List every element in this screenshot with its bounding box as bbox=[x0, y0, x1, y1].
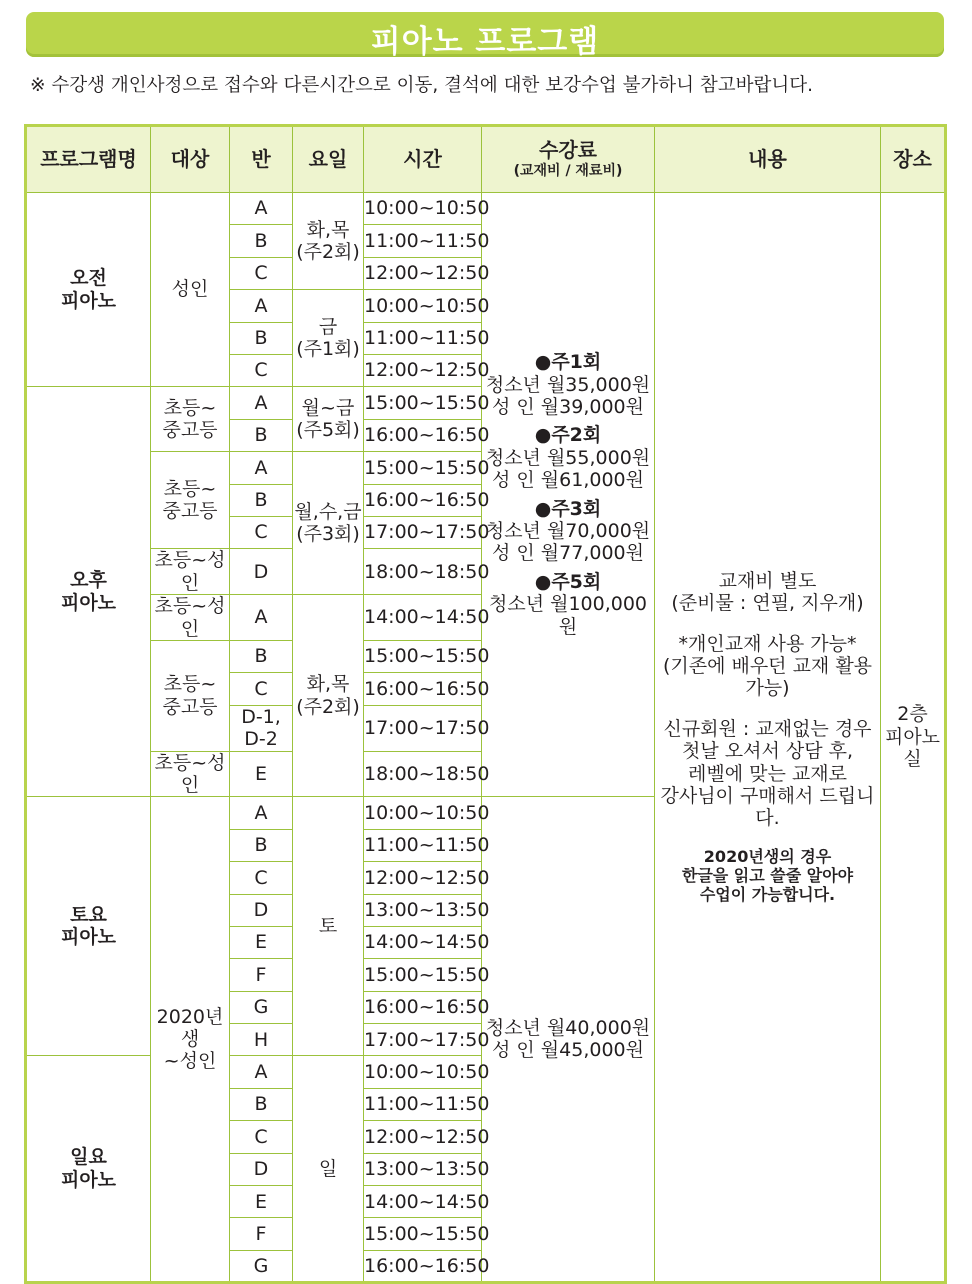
time-cell: 11:00~11:50 bbox=[364, 829, 482, 861]
time-cell: 18:00~18:50 bbox=[364, 549, 482, 595]
time-cell: 17:00~17:50 bbox=[364, 516, 482, 548]
class-cell: G bbox=[230, 991, 293, 1023]
class-cell: C bbox=[230, 673, 293, 705]
class-cell: B bbox=[230, 322, 293, 354]
page-title: 피아노 프로그램 bbox=[370, 24, 600, 60]
class-cell: D bbox=[230, 894, 293, 926]
class-cell: E bbox=[230, 926, 293, 958]
time-cell: 15:00~15:50 bbox=[364, 1218, 482, 1250]
program-sunday: 일요 피아노 bbox=[26, 1056, 151, 1283]
time-cell: 13:00~13:50 bbox=[364, 894, 482, 926]
time-cell: 11:00~11:50 bbox=[364, 322, 482, 354]
class-cell: A bbox=[230, 1056, 293, 1088]
content-material: 교재비 별도 (준비물 : 연필, 지우개) bbox=[671, 569, 864, 615]
day-tue-thu: 화,목 (주2회) bbox=[293, 193, 364, 290]
class-cell: B bbox=[230, 225, 293, 257]
class-cell: B bbox=[230, 1088, 293, 1120]
day-tue-thu: 화,목 (주2회) bbox=[293, 595, 364, 797]
time-cell: 12:00~12:50 bbox=[364, 257, 482, 289]
class-cell: C bbox=[230, 354, 293, 386]
class-cell: C bbox=[230, 1121, 293, 1153]
header-content: 내용 bbox=[655, 126, 881, 193]
time-cell: 15:00~15:50 bbox=[364, 640, 482, 672]
time-cell: 16:00~16:50 bbox=[364, 991, 482, 1023]
class-cell: F bbox=[230, 959, 293, 991]
fee-week3-label: ●주3회 bbox=[534, 497, 602, 520]
time-cell: 15:00~15:50 bbox=[364, 387, 482, 419]
class-cell: D-1, D-2 bbox=[230, 705, 293, 751]
class-cell: B bbox=[230, 640, 293, 672]
class-cell: F bbox=[230, 1218, 293, 1250]
time-cell: 15:00~15:50 bbox=[364, 452, 482, 484]
time-cell: 12:00~12:50 bbox=[364, 1121, 482, 1153]
day-fri: 금 (주1회) bbox=[293, 290, 364, 387]
header-fee bbox=[482, 126, 655, 193]
header-time: 시간 bbox=[364, 126, 482, 193]
target-elem-adult: 초등~성인 bbox=[151, 751, 230, 797]
class-cell: A bbox=[230, 290, 293, 322]
header-program: 프로그램명 bbox=[26, 126, 151, 193]
day-sat: 토 bbox=[293, 797, 364, 1056]
time-cell: 10:00~10:50 bbox=[364, 290, 482, 322]
target-elem-adult: 초등~성인 bbox=[151, 549, 230, 595]
target-elem-mid: 초등~ 중고등 bbox=[151, 387, 230, 452]
time-cell: 14:00~14:50 bbox=[364, 1186, 482, 1218]
fee-week1-label: ●주1회 bbox=[534, 351, 602, 374]
time-cell: 12:00~12:50 bbox=[364, 862, 482, 894]
time-cell: 12:00~12:50 bbox=[364, 354, 482, 386]
program-morning: 오전 피아노 bbox=[26, 193, 151, 387]
target-elem-mid: 초등~ 중고등 bbox=[151, 640, 230, 751]
content-2020-note: 2020년생의 경우 한글을 읽고 쓸줄 알아야 수업이 가능합니다. bbox=[681, 846, 854, 904]
time-cell: 16:00~16:50 bbox=[364, 1250, 482, 1282]
class-cell: A bbox=[230, 797, 293, 829]
class-cell: C bbox=[230, 862, 293, 894]
time-cell: 17:00~17:50 bbox=[364, 1024, 482, 1056]
time-cell: 10:00~10:50 bbox=[364, 797, 482, 829]
class-cell: H bbox=[230, 1024, 293, 1056]
header-row bbox=[26, 126, 946, 193]
notice-text: ※ 수강생 개인사정으로 접수와 다른시간으로 이동, 결석에 대한 보강수업 불가하니 참고바랍니다. bbox=[30, 75, 814, 96]
class-cell: B bbox=[230, 829, 293, 861]
time-cell: 10:00~10:50 bbox=[364, 193, 482, 225]
class-cell: B bbox=[230, 419, 293, 451]
class-cell: D bbox=[230, 549, 293, 595]
header-class: 반 bbox=[230, 126, 293, 193]
class-cell: A bbox=[230, 193, 293, 225]
day-mon-fri: 월~금 (주5회) bbox=[293, 387, 364, 452]
class-cell: G bbox=[230, 1250, 293, 1282]
fee-weekend: 청소년 월40,000원 성 인 월45,000원 bbox=[482, 797, 655, 1283]
target-adult: 성인 bbox=[151, 193, 230, 387]
time-cell: 11:00~11:50 bbox=[364, 225, 482, 257]
time-cell: 10:00~10:50 bbox=[364, 1056, 482, 1088]
fee-week5-label: ●주5회 bbox=[534, 570, 602, 593]
program-afternoon: 오후 피아노 bbox=[26, 387, 151, 797]
day-sun: 일 bbox=[293, 1056, 364, 1283]
header-target: 대상 bbox=[151, 126, 230, 193]
class-cell: B bbox=[230, 484, 293, 516]
time-cell: 18:00~18:50 bbox=[364, 751, 482, 797]
header-place: 장소 bbox=[881, 126, 946, 193]
time-cell: 14:00~14:50 bbox=[364, 595, 482, 641]
place-cell: 2층 피아노실 bbox=[881, 193, 946, 1283]
day-mwf: 월,수,금 (주3회) bbox=[293, 452, 364, 595]
header-fee-sub: (교재비 / 재료비) bbox=[513, 163, 623, 180]
header-fee-label: 수강료 bbox=[539, 138, 597, 163]
time-cell: 11:00~11:50 bbox=[364, 1088, 482, 1120]
header-day: 요일 bbox=[293, 126, 364, 193]
class-cell: D bbox=[230, 1153, 293, 1185]
content-new-member: 신규회원 : 교재없는 경우 첫날 오셔서 상담 후, 레벨에 맞는 교재로 강사님이 구매해서 드립니다. bbox=[660, 717, 875, 830]
time-cell: 16:00~16:50 bbox=[364, 673, 482, 705]
time-cell: 16:00~16:50 bbox=[364, 484, 482, 516]
class-cell: A bbox=[230, 595, 293, 641]
time-cell: 15:00~15:50 bbox=[364, 959, 482, 991]
class-cell: E bbox=[230, 751, 293, 797]
schedule-table bbox=[24, 124, 947, 1284]
time-cell: 17:00~17:50 bbox=[364, 705, 482, 751]
fee-weekday: ●주1회 청소년 월35,000원 성 인 월39,000원 ●주2회 청소년 월55,000원 성 인 월61,000원 ●주3회 청소년 월70,000원 성 인 월77,000원 ●주5회 청소년 월100,000원 bbox=[482, 193, 655, 797]
fee-week2-label: ●주2회 bbox=[534, 424, 602, 447]
time-cell: 16:00~16:50 bbox=[364, 419, 482, 451]
table-row bbox=[26, 193, 946, 225]
content-cell bbox=[655, 193, 881, 1283]
class-cell: C bbox=[230, 516, 293, 548]
class-cell: C bbox=[230, 257, 293, 289]
time-cell: 14:00~14:50 bbox=[364, 926, 482, 958]
title-banner bbox=[26, 12, 944, 60]
target-2020: 2020년생 ~성인 bbox=[151, 797, 230, 1283]
target-elem-mid: 초등~ 중고등 bbox=[151, 452, 230, 549]
class-cell: A bbox=[230, 452, 293, 484]
program-saturday: 토요 피아노 bbox=[26, 797, 151, 1056]
content-own-book: *개인교재 사용 가능* (기존에 배우던 교재 활용 가능) bbox=[662, 632, 873, 700]
class-cell: E bbox=[230, 1186, 293, 1218]
class-cell: A bbox=[230, 387, 293, 419]
time-cell: 13:00~13:50 bbox=[364, 1153, 482, 1185]
target-elem-adult: 초등~성인 bbox=[151, 595, 230, 641]
